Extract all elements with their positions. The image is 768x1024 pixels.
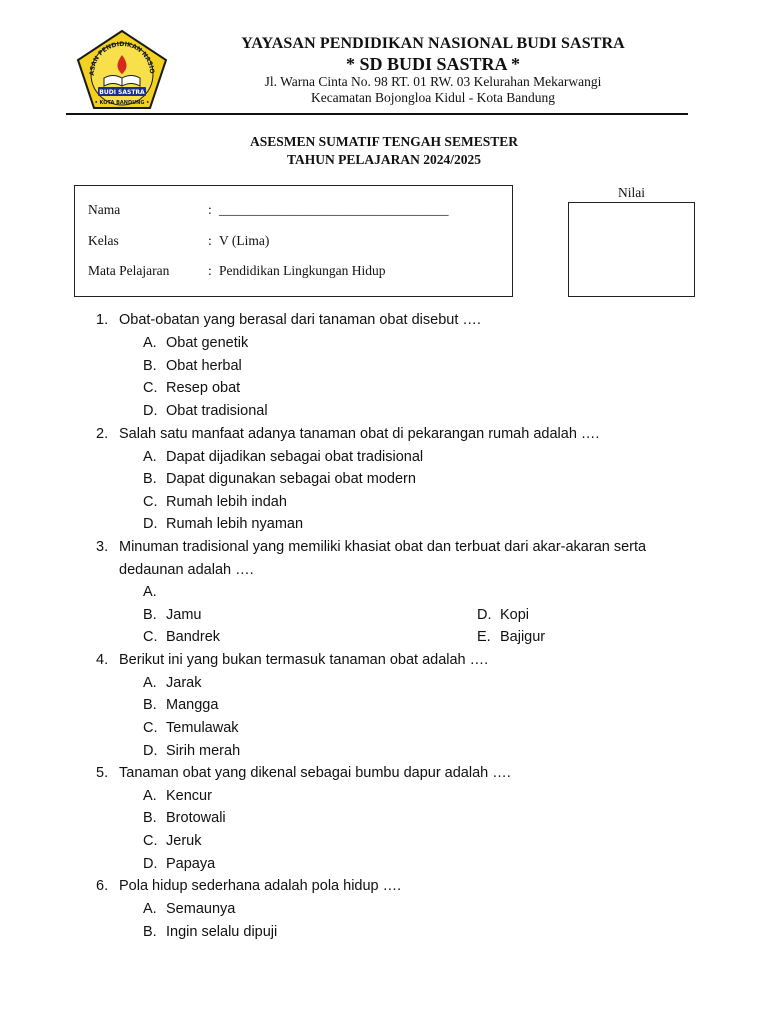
option-text: Rumah lebih nyaman xyxy=(166,516,304,532)
option-text: Sirih merah xyxy=(166,743,241,759)
subject-label: Mata Pelajaran xyxy=(88,263,170,278)
option-text: Papaya xyxy=(166,856,216,872)
student-identity-box xyxy=(74,185,513,297)
school-logo xyxy=(74,28,170,112)
option-text: Mangga xyxy=(166,697,219,713)
option-letter: A. xyxy=(143,449,157,465)
colon: : xyxy=(208,263,212,278)
option-text: Dapat digunakan sebagai obat modern xyxy=(166,471,416,487)
school-name: * SD BUDI SASTRA * xyxy=(345,54,521,74)
option-text: Resep obat xyxy=(166,380,241,396)
option-letter: A. xyxy=(143,335,157,351)
option-letter: C. xyxy=(143,833,158,849)
option-text: Obat tradisional xyxy=(166,403,268,419)
option-letter: A. xyxy=(143,788,157,804)
option-letter: A. xyxy=(143,901,157,917)
option-text: Kopi xyxy=(500,607,530,623)
option-text: Temulawak xyxy=(166,720,239,736)
option-text: Jarak xyxy=(166,675,202,691)
name-field[interactable]: __________________________________ xyxy=(219,202,449,217)
question-text: dedaunan adalah …. xyxy=(119,562,254,578)
question-number: 4. xyxy=(96,652,109,668)
question-text: Pola hidup sederhana adalah pola hidup …. xyxy=(119,878,402,894)
option-text: Semaunya xyxy=(166,901,236,917)
question-number: 5. xyxy=(96,765,109,781)
class-value: V (Lima) xyxy=(219,233,270,248)
option-letter: B. xyxy=(143,358,157,374)
option-letter: D. xyxy=(143,403,158,419)
option-text: Brotowali xyxy=(166,810,226,826)
option-text: Rumah lebih indah xyxy=(166,494,287,510)
option-letter: E. xyxy=(477,629,491,645)
question-number: 1. xyxy=(96,312,109,328)
option-text: Jeruk xyxy=(166,833,202,849)
question-text: Salah satu manfaat adanya tanaman obat di pekarangan rumah adalah …. xyxy=(119,426,600,442)
question-number: 2. xyxy=(96,426,109,442)
option-letter: C. xyxy=(143,629,158,645)
option-letter: C. xyxy=(143,380,158,396)
question-text: Tanaman obat yang dikenal sebagai bumbu dapur adalah …. xyxy=(119,765,511,781)
letterhead xyxy=(180,34,686,106)
option-letter: A. xyxy=(143,675,157,691)
exam-title: ASESMEN SUMATIF TENGAH SEMESTER xyxy=(250,134,518,149)
name-label: Nama xyxy=(88,202,121,217)
option-letter: C. xyxy=(143,720,158,736)
exam-year: TAHUN PELAJARAN 2024/2025 xyxy=(286,152,481,167)
question-number: 6. xyxy=(96,878,109,894)
option-letter: B. xyxy=(143,607,157,623)
question-text: Berikut ini yang bukan termasuk tanaman obat adalah …. xyxy=(119,652,489,668)
option-letter: B. xyxy=(143,471,157,487)
option-text: Jamu xyxy=(166,607,202,623)
option-letter: D. xyxy=(143,856,158,872)
option-text: Bajigur xyxy=(500,629,546,645)
option-text: Kencur xyxy=(166,788,212,804)
question-number: 3. xyxy=(96,539,109,555)
logo-bottom-text: • KOTA BANDUNG • xyxy=(94,100,150,106)
option-letter: D. xyxy=(143,743,158,759)
address-line-1: Jl. Warna Cinta No. 98 RT. 01 RW. 03 Kelurahan Mekarwangi xyxy=(264,74,602,89)
option-text: Bandrek xyxy=(166,629,221,645)
option-letter: D. xyxy=(477,607,492,623)
option-text: Ingin selalu dipuji xyxy=(166,924,278,940)
class-label: Kelas xyxy=(88,233,119,248)
colon: : xyxy=(208,202,212,217)
option-text: Dapat dijadikan sebagai obat tradisional xyxy=(166,449,424,465)
option-letter: B. xyxy=(143,697,157,713)
header-divider xyxy=(66,113,688,115)
colon: : xyxy=(208,233,212,248)
option-letter: C. xyxy=(143,494,158,510)
foundation-name: YAYASAN PENDIDIKAN NASIONAL BUDI SASTRA xyxy=(241,35,625,52)
option-text: Obat genetik xyxy=(166,335,249,351)
option-letter: A. xyxy=(143,584,157,600)
logo-ring-text: ASAN PENDIDIKAN NASIO xyxy=(88,40,156,76)
option-letter: D. xyxy=(143,516,158,532)
subject-value: Pendidikan Lingkungan Hidup xyxy=(219,263,386,278)
address-line-2: Kecamatan Bojongloa Kidul - Kota Bandung xyxy=(310,90,556,105)
question-text: Obat-obatan yang berasal dari tanaman obat disebut …. xyxy=(119,312,481,328)
option-text: Obat herbal xyxy=(166,358,242,374)
logo-banner-text: BUDI SASTRA xyxy=(99,89,145,96)
score-box[interactable] xyxy=(568,202,695,297)
score-label: Nilai xyxy=(618,185,645,200)
option-letter: B. xyxy=(143,924,157,940)
question-text: Minuman tradisional yang memiliki khasiat obat dan terbuat dari akar-akaran serta xyxy=(119,539,647,555)
option-letter: B. xyxy=(143,810,157,826)
